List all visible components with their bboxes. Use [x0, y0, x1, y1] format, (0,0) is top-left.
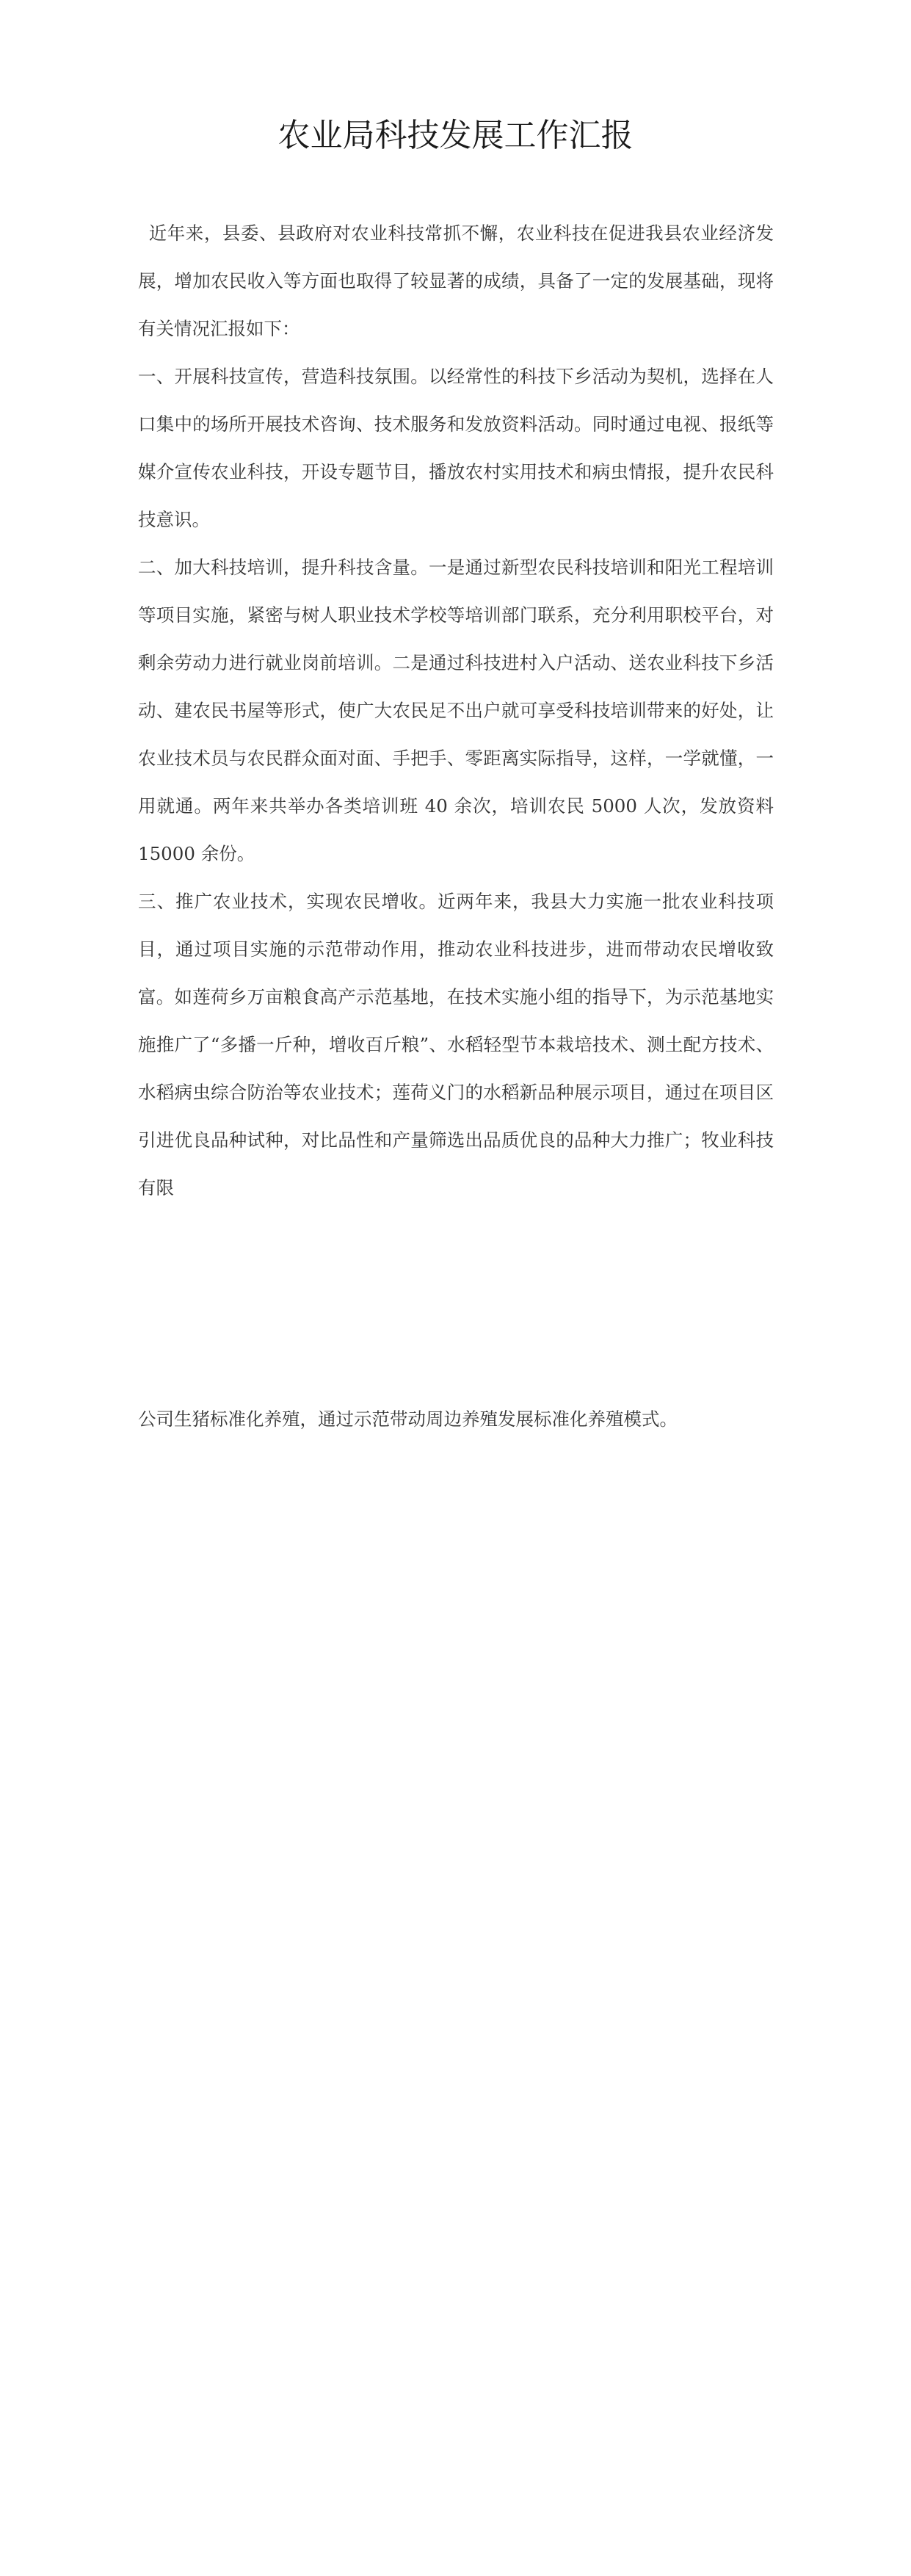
- paragraph-section-2: 二、加大科技培训，提升科技含量。一是通过新型农民科技培训和阳光工程培训等项目实施，紧密与树人职业技术学校等培训部门联系，充分利用职校平台，对剩余劳动力进行就业岗前培训。二是通过科技进村入户活动、送农业科技下乡活动、建农民书屋等形式，使广大农民足不出户就可享受科技培训带来的好处，让农业技术员与农民群众面对面、手把手、零距离实际指导，这样，一学就懂，一用就通。两年来共举办各类培训班 40 余次，培训农民 5000 人次，发放资料 15000 余份。: [138, 557, 774, 864]
- paragraph-section-3: 三、推广农业技术，实现农民增收。近两年来，我县大力实施一批农业科技项目，通过项目实施的示范带动作用，推动农业科技进步，进而带动农民增收致富。如莲荷乡万亩粮食高产示范基地，在技术实施小组的指导下，为示范基地实施推广了“多播一斤种，增收百斤粮”、水稻轻型节本栽培技术、测土配方技术、水稻病虫综合防治等农业技术；莲荷义门的水稻新品种展示项目，通过在项目区引进优良品种试种，对比品性和产量筛选出品质优良的品种大力推广；牧业科技有限: [138, 891, 774, 1198]
- document-title: 农业局科技发展工作汇报: [277, 117, 634, 154]
- paragraph-intro: 近年来，县委、县政府对农业科技常抓不懈，农业科技在促进我县农业经济发展，增加农民收入等方面也取得了较显著的成绩，具备了一定的发展基础，现将有关情况汇报如下：: [138, 222, 774, 339]
- paragraph-section-1: 一、开展科技宣传，营造科技氛围。以经常性的科技下乡活动为契机，选择在人口集中的场所开展技术咨询、技术服务和发放资料活动。同时通过电视、报纸等媒介宣传农业科技，开设专题节目，播放农村实用技术和病虫情报，提升农民科技意识。: [138, 366, 774, 530]
- document-body: [138, 209, 774, 1212]
- paragraph-continuation: 公司生猪标准化养殖，通过示范带动周边养殖发展标准化养殖模式。: [138, 1408, 678, 1430]
